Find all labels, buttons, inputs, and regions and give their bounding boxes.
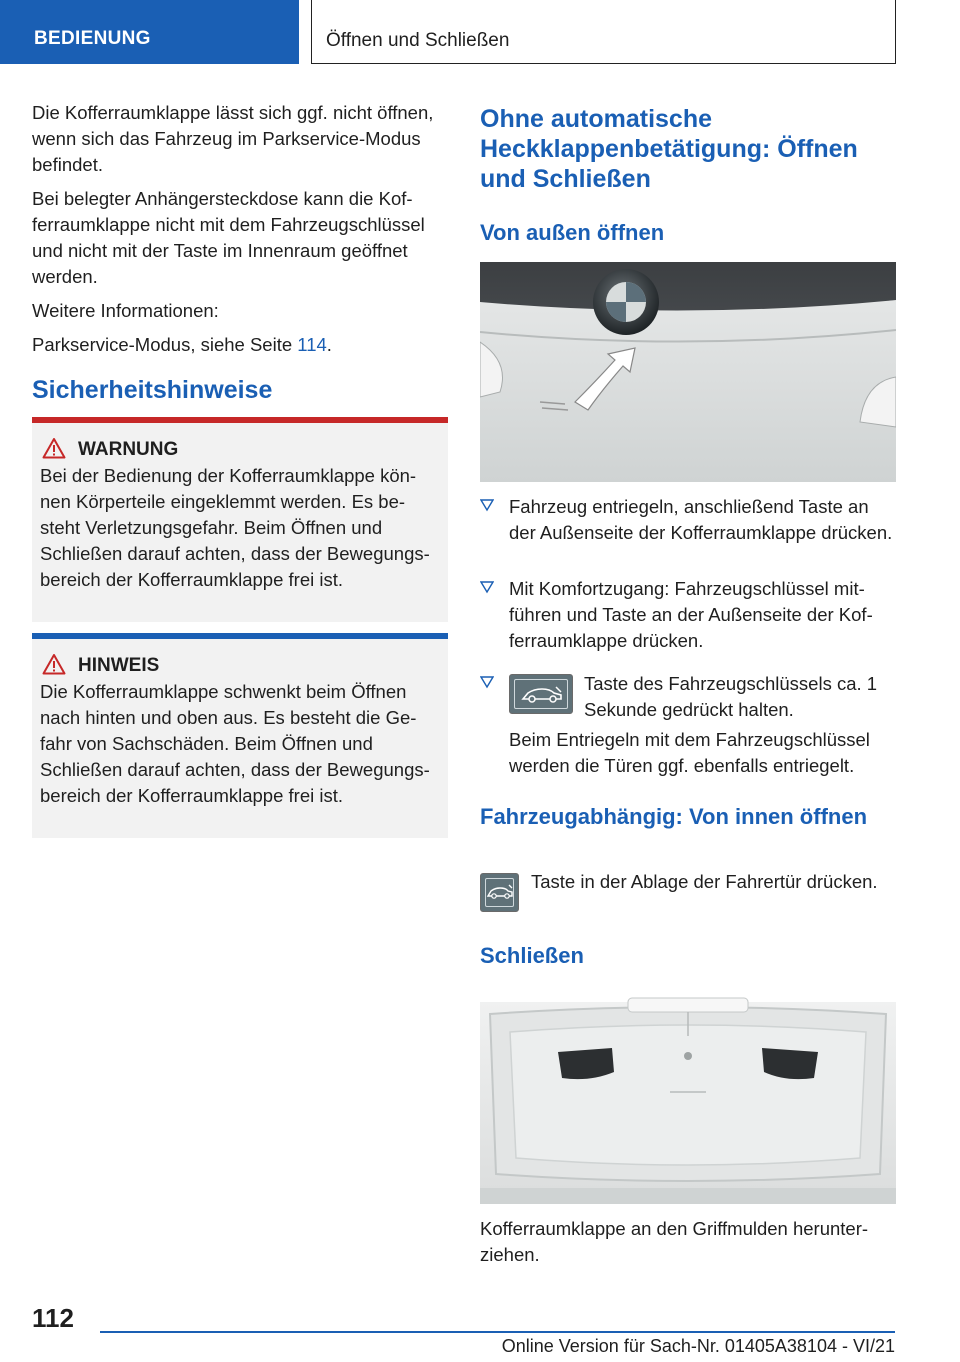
warning-title-row <box>32 423 448 463</box>
cross-reference-end: . <box>326 334 332 355</box>
chapter-title: Öffnen und Schließen <box>326 30 510 51</box>
cross-reference-text: Parkservice-Modus, siehe Seite <box>32 334 298 355</box>
key-note-block <box>509 727 896 779</box>
notice-title: HINWEIS <box>78 655 160 676</box>
notice-box <box>32 633 448 838</box>
bullet-text-1: Fahrzeug entriegeln, anschließend Taste an der Außenseite der Kofferraumklappe drücken. <box>509 496 893 543</box>
notice-title-row <box>32 639 448 679</box>
warning-triangle-icon <box>42 437 66 459</box>
warning-box <box>32 417 448 622</box>
bullet-triangle-icon <box>480 498 494 512</box>
inside-step <box>531 869 896 895</box>
section-title: BEDIENUNG <box>34 28 151 49</box>
close-caption: Kofferraumklappe an den Griffmulden herunterziehen. <box>480 1218 869 1265</box>
trunk-lid-image <box>480 992 896 1204</box>
bullet-triangle-icon <box>480 675 494 689</box>
bullet-text-3: Taste des Fahrzeugschlüssels ca. 1 Sekunde gedrückt halten. <box>584 673 878 720</box>
intro-paragraph-2: Bei belegter Anhängersteckdose kann die Kofferraumklappe nicht mit dem Fahrzeugschlüssel und nicht mit der Taste im Innenraum geöffnet werden. <box>32 188 425 287</box>
trunk-button-image <box>480 262 896 482</box>
chapter-tab <box>311 0 896 64</box>
intro-paragraph-1: Die Kofferraumklappe lässt sich ggf. nicht öffnen, wenn sich das Fahrzeug im Parkservice-Modus befindet. <box>32 102 434 175</box>
section-tab <box>0 0 299 64</box>
warning-triangle-icon <box>42 653 66 675</box>
bullet-text-2: Mit Komfortzugang: Fahrzeugschlüssel mitführen und Taste an der Außenseite der Kofferraumklappe drücken. <box>509 578 873 651</box>
cross-reference <box>32 332 448 358</box>
close-heading: Schließen <box>480 943 584 968</box>
inside-text: Taste in der Ablage der Fahrertür drücken. <box>531 871 878 892</box>
page-number: 112 <box>32 1303 74 1333</box>
key-step <box>584 671 894 723</box>
car-trunk-key-icon <box>509 674 573 714</box>
notice-text: Die Kofferraumklappe schwenkt beim Öffnen nach hinten und oben aus. Es besteht die Gefahr von Sachschäden. Beim Öffnen und Schließen darauf achten, dass der Bewegungsbereich der Kofferraumklappe frei ist. <box>40 681 430 806</box>
footer-rule <box>100 1331 895 1333</box>
warning-title: WARNUNG <box>78 439 179 460</box>
list-item <box>480 494 896 546</box>
outside-heading: Von außen öffnen <box>480 220 665 245</box>
key-note: Beim Entriegeln mit dem Fahrzeugschlüssel werden die Türen ggf. ebenfalls entriegelt. <box>509 729 870 776</box>
main-heading: Ohne automatische Heckklappenbetätigung: Öffnen und Schließen <box>480 105 858 193</box>
intro-paragraph-3: Weitere Informationen: <box>32 300 219 321</box>
list-item <box>480 576 896 654</box>
page-link[interactable]: 114 <box>297 334 327 355</box>
footer-edition: Online Version für Sach-Nr. 01405A38104 - VI/21 <box>501 1336 895 1356</box>
close-caption-block <box>480 1216 896 1268</box>
left-column <box>32 100 448 366</box>
car-trunk-button-icon <box>480 873 519 912</box>
bullet-triangle-icon <box>480 580 494 594</box>
inside-heading: Fahrzeugabhängig: Von innen öffnen <box>480 804 868 829</box>
safety-heading: Sicherheitshinweise <box>32 376 273 404</box>
warning-text: Bei der Bedienung der Kofferraumklappe können Körperteile eingeklemmt werden. Es besteht Verletzungsgefahr. Beim Öffnen und Schließen darauf achten, dass der Bewegungsbereich der Kofferraumklappe frei ist. <box>40 465 430 590</box>
